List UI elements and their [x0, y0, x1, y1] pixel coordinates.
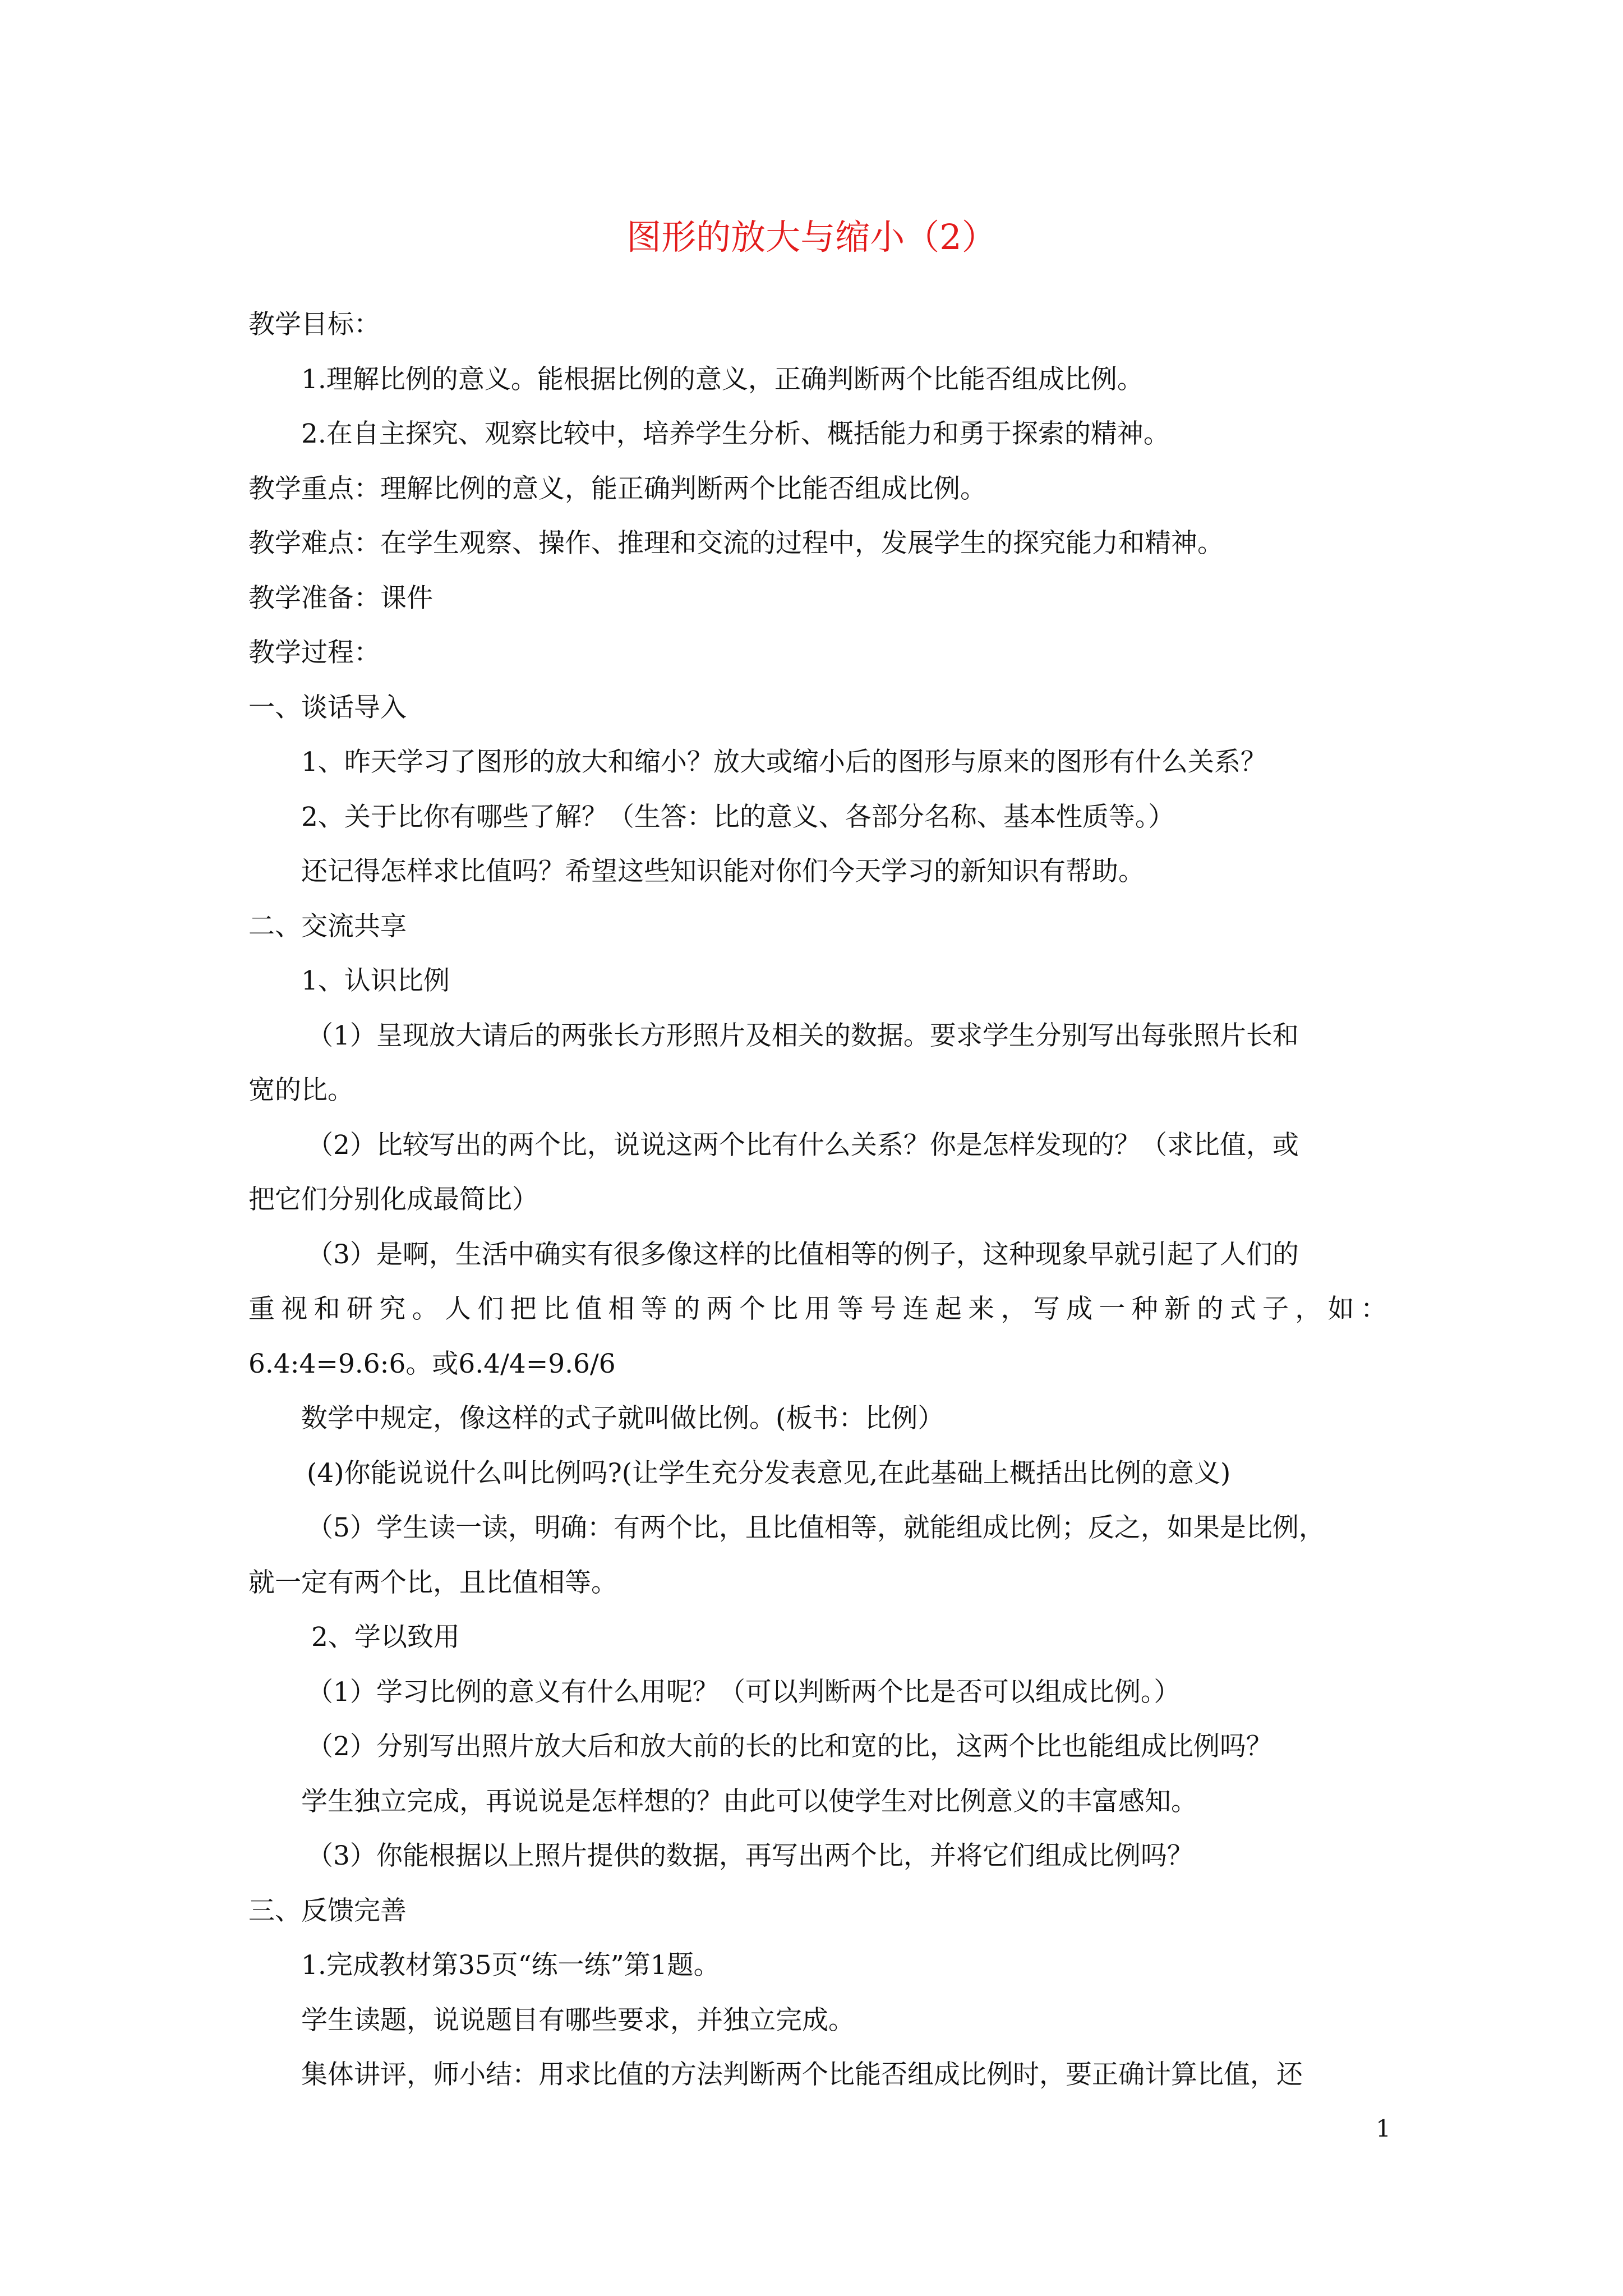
- text-line: 教学难点：在学生观察、操作、推理和交流的过程中，发展学生的探究能力和精神。: [248, 528, 1224, 559]
- text-line: （2）分别写出照片放大后和放大前的长的比和宽的比，这两个比也能组成比例吗？: [307, 1731, 1272, 1762]
- text-line: 1、昨天学习了图形的放大和缩小？放大或缩小后的图形与原来的图形有什么关系？: [301, 747, 1267, 777]
- section-heading: 二、交流共享: [248, 910, 407, 942]
- text-line: （3）你能根据以上照片提供的数据，再写出两个比，并将它们组成比例吗？: [307, 1841, 1193, 1871]
- text-line: （5）学生读一读，明确：有两个比，且比值相等，就能组成比例；反之，如果是比例，: [307, 1512, 1325, 1543]
- text-line: 就一定有两个比，且比值相等。: [248, 1567, 617, 1598]
- section-heading: 一、谈话导入: [248, 692, 407, 723]
- text-line: (4)你能说说什么叫比例吗?(让学生充分发表意见,在此基础上概括出比例的意义): [307, 1457, 1231, 1489]
- text-line: 把它们分别化成最简比）: [248, 1184, 538, 1215]
- text-line: 重视和研究。人们把比值相等的两个比用等号连起来，写成一种新的式子，如：: [248, 1294, 1387, 1324]
- text-line: 数学中规定，像这样的式子就叫做比例。(板书：比例）: [301, 1403, 944, 1434]
- text-line: 学生独立完成，再说说是怎样想的？由此可以使学生对比例意义的丰富感知。: [301, 1786, 1197, 1817]
- document-body: [248, 297, 1387, 2102]
- text-line: 教学重点：理解比例的意义，能正确判断两个比能否组成比例。: [248, 473, 986, 504]
- text-line: 教学准备：课件: [248, 582, 433, 614]
- text-line: 1.完成教材第35页“练一练”第1题。: [301, 1950, 720, 1981]
- section-heading: 三、反馈完善: [248, 1895, 407, 1926]
- text-line: 还记得怎样求比值吗？希望这些知识能对你们今天学习的新知识有帮助。: [301, 856, 1145, 887]
- text-line: 集体讲评，师小结：用求比值的方法判断两个比能否组成比例时，要正确计算比值，还: [301, 2059, 1303, 2090]
- text-line: 1.理解比例的意义。能根据比例的意义，正确判断两个比能否组成比例。: [301, 364, 1144, 395]
- text-line: （3）是啊，生活中确实有很多像这样的比值相等的例子，这种现象早就引起了人们的: [307, 1239, 1299, 1270]
- text-line: 2、关于比你有哪些了解？（生答：比的意义、各部分名称、基本性质等。）: [301, 801, 1175, 832]
- subsection-heading: 2、学以致用: [311, 1622, 460, 1653]
- text-line: 学生读题，说说题目有哪些要求，并独立完成。: [301, 2004, 855, 2036]
- section-heading: 教学过程：: [248, 637, 380, 668]
- text-line: （2）比较写出的两个比，说说这两个比有什么关系？你是怎样发现的？（求比值，或: [307, 1129, 1299, 1161]
- text-line: 6.4:4=9.6:6。或6.4/4=9.6/6: [248, 1348, 616, 1379]
- section-heading: 教学目标：: [248, 309, 380, 340]
- subsection-heading: 1、认识比例: [301, 965, 450, 996]
- text-line: （1）学习比例的意义有什么用呢？（可以判断两个比是否可以组成比例。）: [307, 1676, 1181, 1708]
- text-line: 宽的比。: [248, 1075, 354, 1106]
- text-line: 2.在自主探究、观察比较中，培养学生分析、概括能力和勇于探索的精神。: [301, 418, 1170, 449]
- page-number: 1: [1376, 2115, 1391, 2142]
- page-title: 图形的放大与缩小（2）: [626, 217, 997, 257]
- text-line: （1）呈现放大请后的两张长方形照片及相关的数据。要求学生分别写出每张照片长和: [307, 1020, 1299, 1051]
